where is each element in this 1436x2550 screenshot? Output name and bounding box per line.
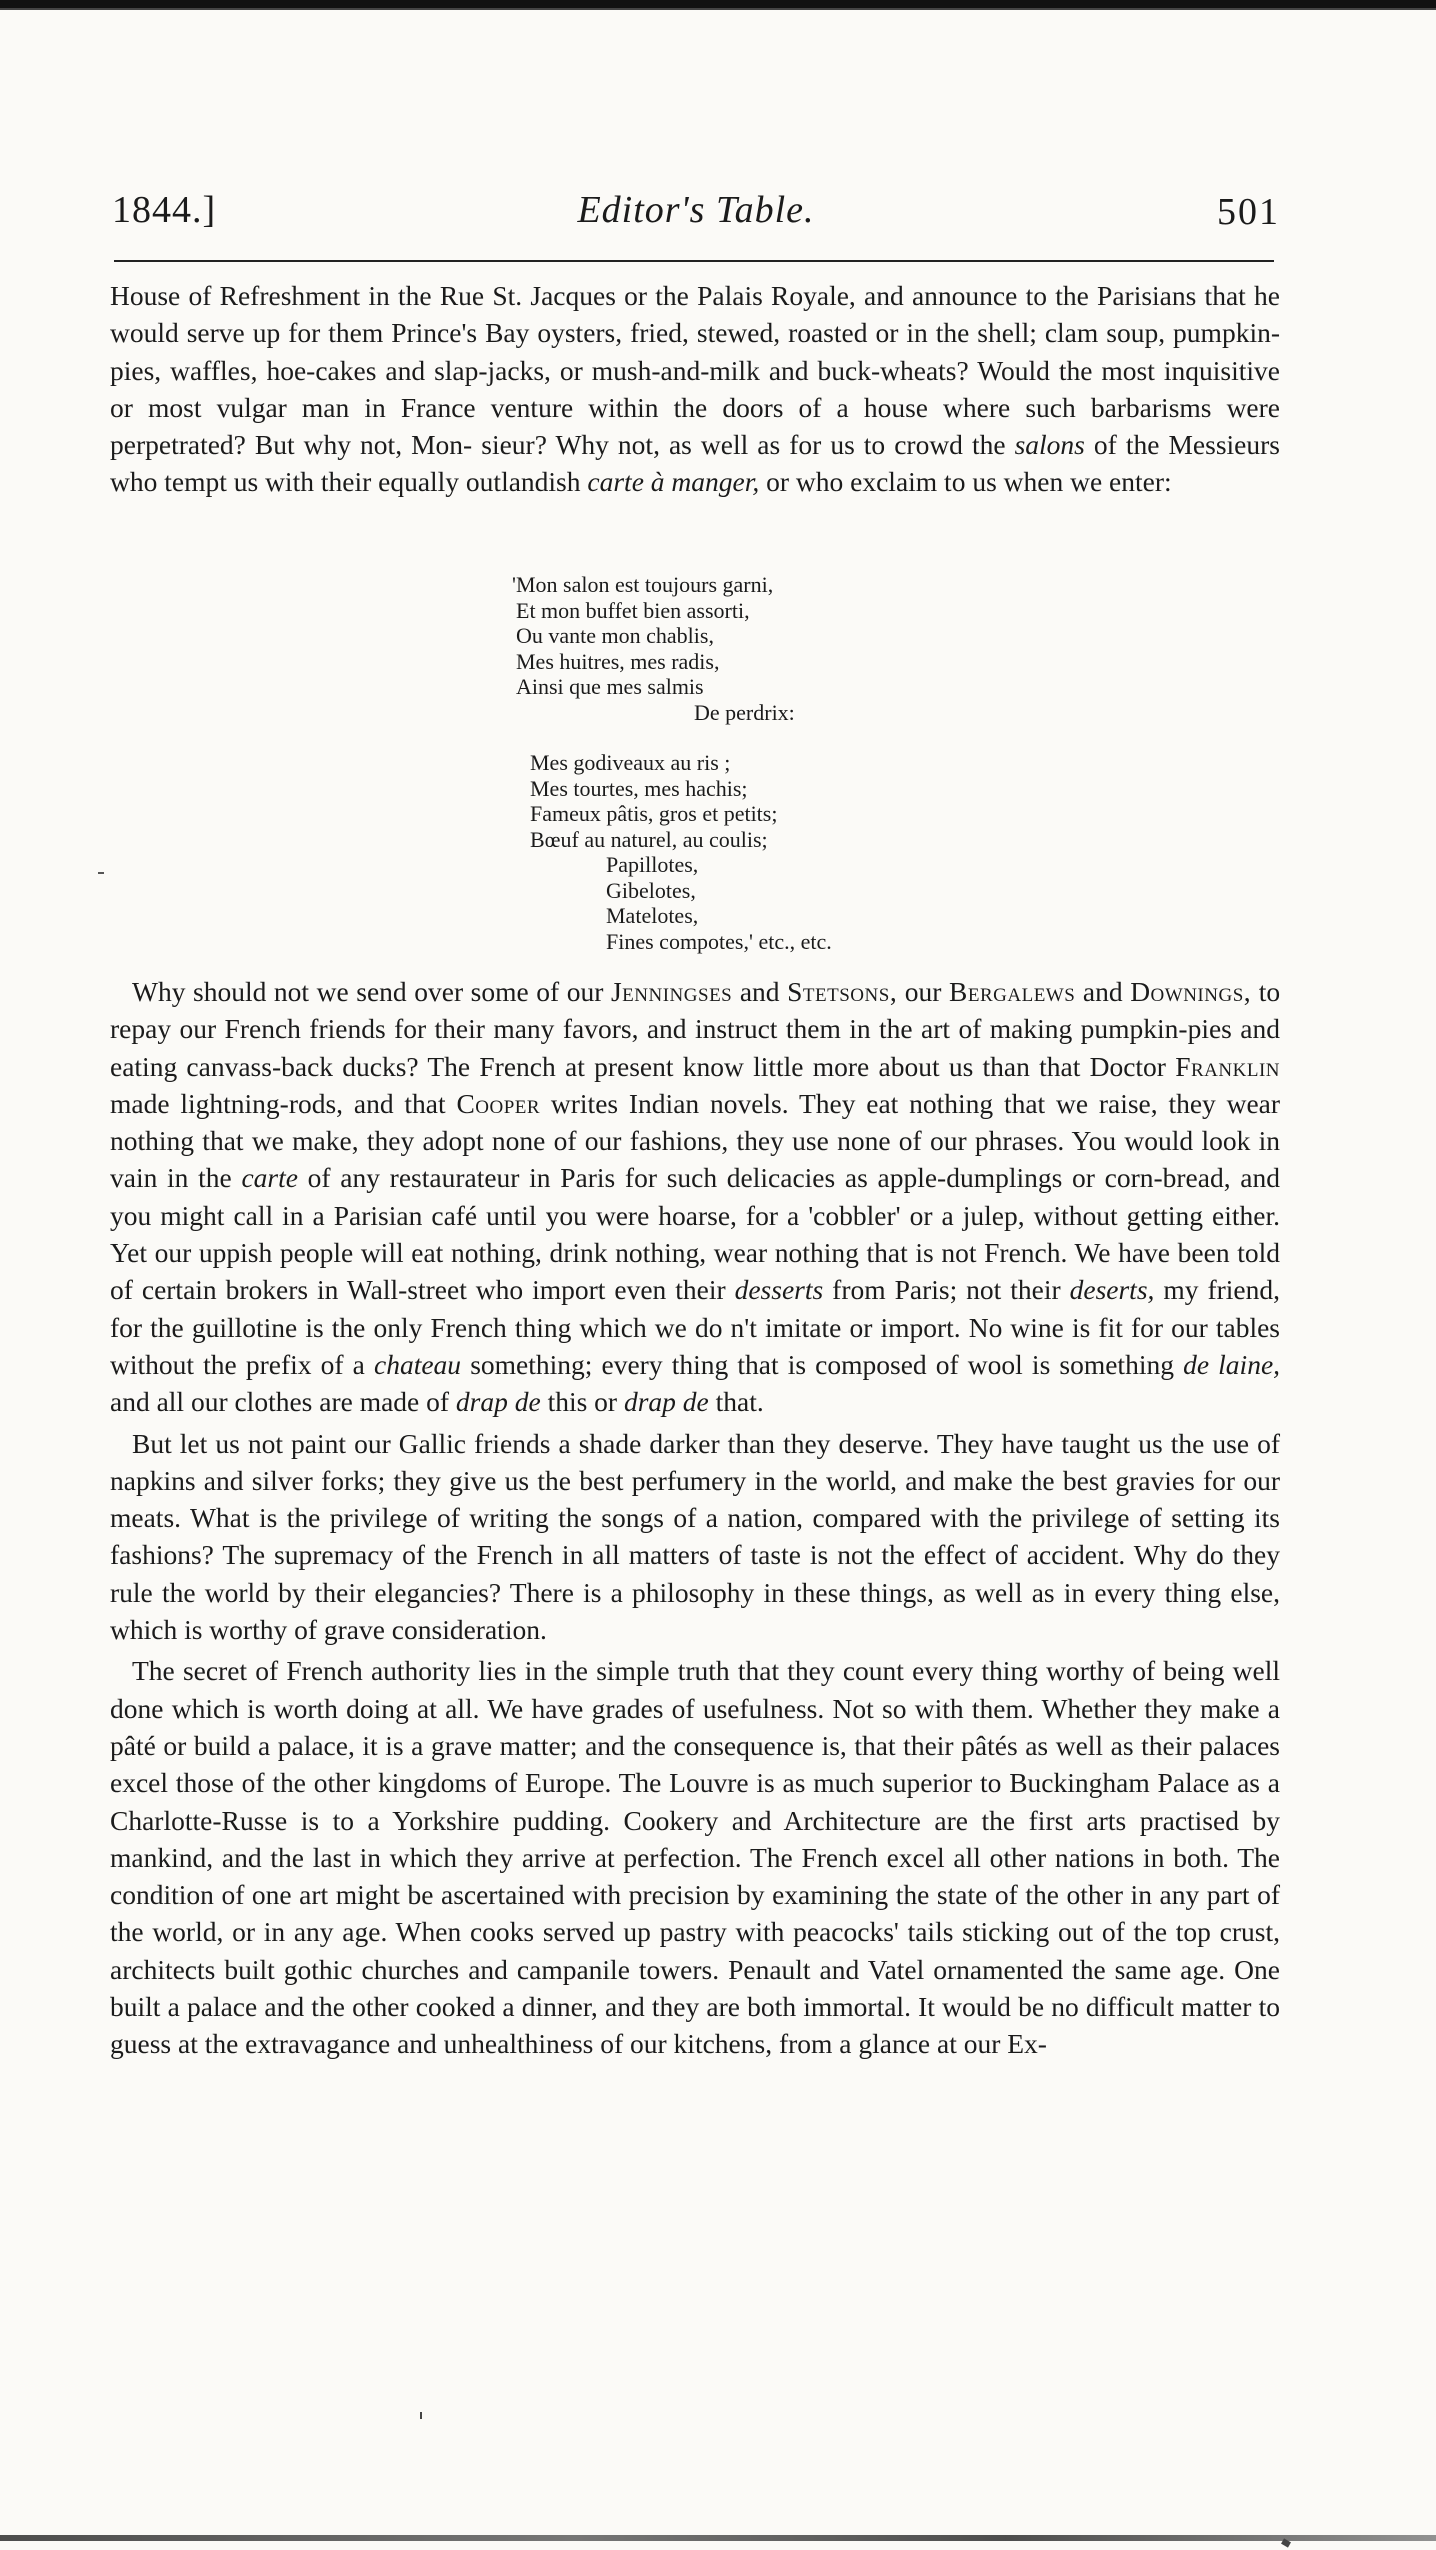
name-stetsons: Stetsons, xyxy=(787,976,898,1007)
page-speck xyxy=(98,872,104,874)
name-jenningses: Jenningses xyxy=(610,976,733,1007)
verse-line: Matelotes, xyxy=(606,903,699,928)
italic-carte-a-manger: carte à manger, xyxy=(587,466,760,498)
page-number: 501 xyxy=(1217,191,1280,233)
running-head xyxy=(112,188,1280,244)
italic-deserts: deserts, xyxy=(1069,1274,1155,1306)
verse-line: De perdrix: xyxy=(694,699,795,725)
italic-de-laine: de laine, xyxy=(1183,1348,1281,1380)
intro-line: within the doors of a house where such barbarisms were perpetrated? But why not, Mon- xyxy=(110,391,1280,461)
text-run: and xyxy=(739,976,780,1007)
verse-line: Mes godiveaux au ris ; xyxy=(530,750,731,775)
text-run: from Paris; not their xyxy=(832,1274,1061,1306)
header-year: 1844.] xyxy=(112,189,217,231)
page-top-edge xyxy=(0,0,1436,14)
italic-drap-de: drap de xyxy=(623,1386,709,1418)
verse-stanza-2 xyxy=(512,750,1032,954)
verse-line: Fameux pâtis, gros et petits; xyxy=(530,801,778,826)
intro-line: the shell; clam soup, pumpkin-pies, waffles, hoe-cakes and slap-jacks, or mush-and-milk xyxy=(110,317,1280,386)
text-run: writes Indian novels. They eat nothing that we raise, they wear nothing that we make, they adopt none of our fashions, they use none of our phrases. You would look in vain in the xyxy=(110,1087,1281,1194)
text-run: my friend, for the guillotine is the only French thing which we do n't imitate or import. No wine is fit for our tables without the prefix of a xyxy=(110,1274,1280,1380)
text-run: Why should not we send over some of our xyxy=(132,976,604,1007)
verse-line: Ou vante mon chablis, xyxy=(516,623,714,648)
intro-line: House of Refreshment in the Rue St. Jacques or the Palais Royale, and announce to the xyxy=(110,280,1089,311)
italic-salons: salons xyxy=(1014,429,1085,461)
text-run: that. xyxy=(715,1386,764,1418)
text-run: and all our clothes are made of xyxy=(110,1386,450,1418)
verse-line: Ainsi que mes salmis xyxy=(516,674,704,699)
verse-line: 'Mon salon est toujours garni, xyxy=(512,572,774,597)
header-rule xyxy=(114,260,1274,262)
italic-carte: carte xyxy=(241,1162,298,1194)
text-run: this or xyxy=(547,1386,618,1418)
text-run: to repay our French friends for their many favors, and instruct them in the art of making pumpkin-pies and eating canvass-back ducks? The French at present know little more about us than that Doctor xyxy=(110,976,1281,1082)
intro-line: of the Messieurs who tempt us with xyxy=(110,429,1281,498)
verse-line: Fines compotes,' etc., etc. xyxy=(606,928,832,954)
intro-line: and buck-wheats? Would the most inquisitive or most vulgar man in France venture xyxy=(110,354,1280,423)
intro-line: their equally outlandish xyxy=(320,466,581,498)
intro-paragraph xyxy=(110,277,1280,501)
intro-line: sieur? Why not, as well as for us to crowd the xyxy=(481,429,1006,461)
page-speck xyxy=(420,2412,422,2419)
verse-line: Gibelotes, xyxy=(606,877,696,903)
text-run: made lightning-rods, and that xyxy=(110,1087,446,1119)
paragraph-french-authority: The secret of French authority lies in the simple truth that they count every thing worthy of being well done which is worth doing at all. We have grades of usefulness. Not so with them. Whether they make a pâté or build a palace, it is a grave matter; and the consequence is, that their pâtés as well as their palaces excel those of the other kingdoms of Europe. The Louvre is as much superior to Buckingham Palace as a Charlotte-Russe is to a Yorkshire pudding. Cookery and Architecture are the first arts practised by mankind, and the last in which they arrive at perfection. The French excel all other nations in both. The condition of one art might be ascertained with precision by examining the state of the other in any part of the world, or in any age. When cooks served up pastry with peacocks' tails sticking out of the top crust, architects built gothic churches and campanile towers. Penault and Vatel ornamented the same age. One built a palace and the other cooked a dinner, and they are both immortal. It would be no difficult matter to guess at the extravagance and unhealthiness of our kitchens, from a glance at our Ex- xyxy=(110,1655,1280,2060)
name-cooper: Cooper xyxy=(456,1087,541,1119)
text-run: something; every thing that is composed of wool is something xyxy=(470,1348,1174,1380)
verse-line: Et mon buffet bien assorti, xyxy=(516,597,750,623)
paragraph-gallic-friends: But let us not paint our Gallic friends a shade darker than they deserve. They have taught us the use of napkins and silver forks; they give us the best perfumery in the world, and make the best gravies for our meats. What is the privilege of writing the songs of a nation, compared with the privilege of setting its fashions? The supremacy of the French in all matters of taste is not the effect of accident. Why do they rule the world by their elegancies? There is a philosophy in these things, as well as in every thing else, which is worthy of grave consideration. xyxy=(110,1427,1280,1646)
intro-line: Parisians that he would serve up for them Prince's Bay oysters, fried, stewed, roasted or in xyxy=(110,280,1280,349)
italic-drap-de: drap de xyxy=(455,1386,541,1418)
verse-line: Papillotes, xyxy=(606,852,699,877)
verse-line: Bœuf au naturel, au coulis; xyxy=(530,826,768,852)
body-text xyxy=(110,973,1280,2067)
italic-chateau: chateau xyxy=(374,1348,462,1380)
verse-line: Mes tourtes, mes hachis; xyxy=(530,775,748,801)
name-franklin: Franklin xyxy=(1175,1050,1280,1082)
verse-line: Mes huitres, mes radis, xyxy=(516,648,720,674)
header-title: Editor's Table. xyxy=(577,189,815,231)
verse-stanza-1 xyxy=(512,572,1032,725)
intro-line: or who exclaim to us when we enter: xyxy=(766,466,1172,498)
name-bergalews: Bergalews xyxy=(949,976,1076,1007)
paragraph-why-not xyxy=(110,973,1280,1421)
verse-quotation xyxy=(512,572,1032,979)
page-bottom-edge xyxy=(0,2535,1436,2541)
text-run: of any restaurateur in Paris for such delicacies as apple-dumplings or corn-bread, and you might call in a Parisian café until you were hoarse, for a 'cobbler' or a julep, without getting either. Yet our uppish people will eat nothing, drink nothing, wear nothing that is not French. We have been told of certain brokers in Wall-street who import even their xyxy=(110,1162,1281,1306)
name-downings: Downings, xyxy=(1130,976,1252,1007)
italic-desserts: desserts xyxy=(734,1274,824,1306)
text-run: and xyxy=(1082,976,1123,1007)
text-run: our xyxy=(904,976,942,1007)
intro-text xyxy=(110,277,1280,501)
